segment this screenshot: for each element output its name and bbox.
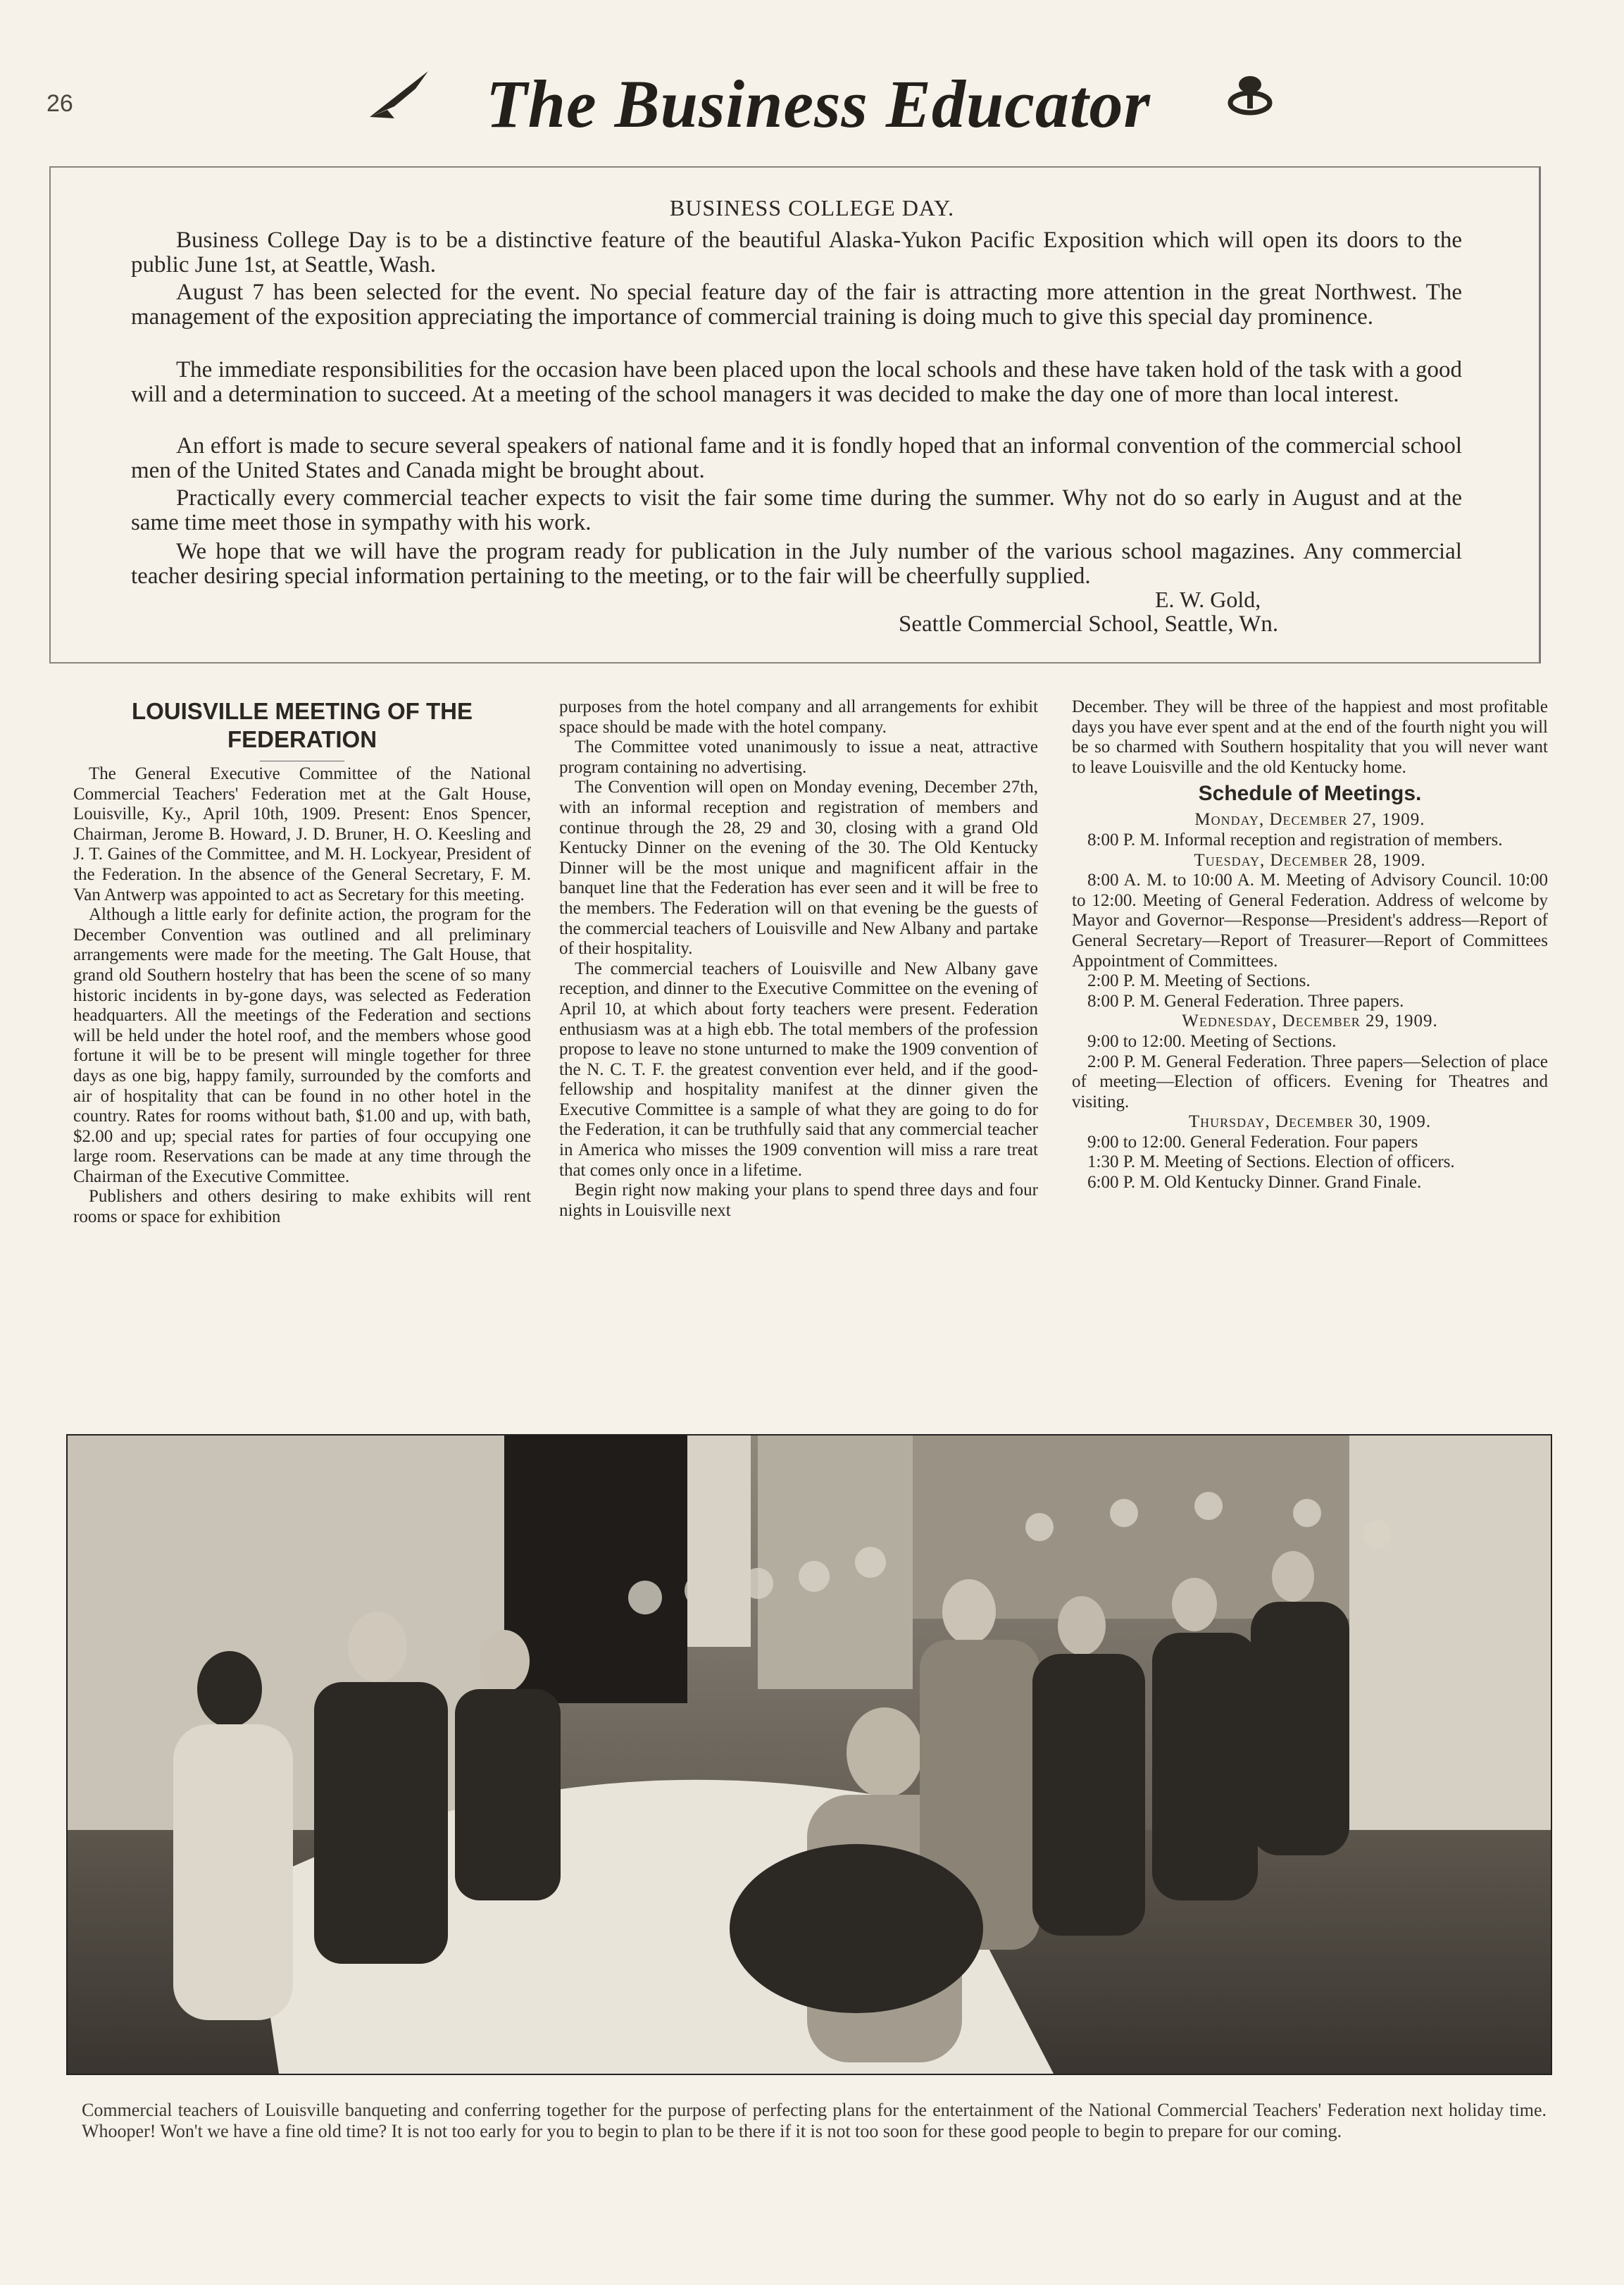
article-paragraph: The Committee voted unanimously to issue a neat, attractive program containing no advertising. <box>559 737 1038 777</box>
schedule-entry: 1:30 P. M. Meeting of Sections. Election of officers. <box>1087 1152 1455 1172</box>
box-paragraph: An effort is made to secure several speakers of national fame and it is fondly hoped that an informal convention of the commercial school men of the United States and Canada might be brought about. <box>131 433 1462 483</box>
schedule-entry: 8:00 P. M. General Federation. Three papers. <box>1087 991 1404 1011</box>
article-paragraph: The commercial teachers of Louisville and New Albany gave reception, and dinner to the Executive Committee on the evening of April 10, at which about forty teachers were present. Federation enthusiasm was at a high ebb. The total members of the profession propose to leave no stone unturned to make the 1909 convention of the N. C. T. F. the greatest convention ever held, and if the good-fellowship and hospitality manifest at the dinner given the Executive Committee is a sample of what they are going to do for the Federation, it can be truthfully said that any commercial teacher in America who misses the 1909 convention will miss a rare treat that comes only once in a lifetime. <box>559 959 1038 1180</box>
box-title: BUSINESS COLLEGE DAY. <box>669 195 955 220</box>
quill-icon <box>366 68 430 123</box>
article-paragraph: December. They will be three of the happiest and most profitable days you have ever spent and at the end of the fourth night you will be so charmed with Southern hospitality that you will never want to leave Louisville and the old Kentucky home. <box>1072 697 1548 777</box>
article-paragraph: purposes from the hotel company and all arrangements for exhibit space should be made with the hotel company. <box>559 697 1038 737</box>
box-paragraph: We hope that we will have the program ready for publication in the July number of the various school magazines. Any commercial teacher desiring special information pertaining to the meeting, or to the fair will be cheerfully supplied. <box>131 539 1462 589</box>
banquet-photo <box>66 1434 1552 2075</box>
schedule-entry: 2:00 P. M. General Federation. Three papers—Selection of place of meeting—Election of officers. Evening for Theatres and visiting. <box>1072 1052 1548 1112</box>
article-column-2 <box>559 697 1038 1221</box>
article-column-1 <box>73 697 531 1228</box>
signature-name: E. W. Gold, <box>1155 587 1261 612</box>
schedule-day: Monday, December 27, 1909. <box>1194 810 1425 830</box>
article-paragraph: The Convention will open on Monday evening, December 27th, with an informal reception and registration of members and continue through the 28, 29 and 30, closing with a grand Old Kentucky Dinner on the evening of the 30. The Old Kentucky Dinner will be the most unique and magnificent affair in the banquet line that the Federation has ever seen and it will be free to the members. The Federation will on that evening be the guests of the commercial teachers of Louisville and New Albany and partake of their hospitality. <box>559 778 1038 959</box>
article-paragraph: The General Executive Committee of the National Commercial Teachers' Federation met at the Galt House, Louisville, Ky., April 10th, 1909. Present: Enos Spencer, Chairman, Jerome B. Howard, J. D. Bruner, H. O. Keesling and J. T. Gaines of the Committee, and M. H. Lockyear, President of the Federation. In the absence of the General Secretary, F. M. Van Antwerp was appointed to act as Secretary for this meeting. <box>73 764 531 904</box>
masthead-title: The Business Educator <box>486 66 1151 142</box>
schedule-entry: 6:00 P. M. Old Kentucky Dinner. Grand Finale. <box>1087 1173 1422 1193</box>
photo-caption: Commercial teachers of Louisville banqueting and conferring together for the purpose of perfecting plans for the entertainment of the National Commercial Teachers' Federation next holiday time. Whooper! Won't we have a fine old time? It is not too early for you to begin to plan to be there if it is not too soon for these good people to begin to prepare for our coming. <box>82 2100 1547 2141</box>
schedule-entry: 8:00 P. M. Informal reception and registration of members. <box>1087 830 1503 849</box>
banquet-photo-illustration <box>68 1436 1551 2074</box>
schedule-entry: 9:00 to 12:00. Meeting of Sections. <box>1087 1031 1337 1051</box>
emblem-icon <box>1225 70 1275 118</box>
box-paragraph: The immediate responsibilities for the occasion have been placed upon the local schools and these have taken hold of the task with a good will and a determination to succeed. At a meeting of the school managers it was decided to make the day one of more than local interest. <box>131 357 1462 407</box>
article-paragraph: Begin right now making your plans to spend three days and four nights in Louisville next <box>559 1181 1038 1220</box>
box-paragraph: Practically every commercial teacher expects to visit the fair some time during the summer. Why not do so early in August and at the same time meet those in sympathy with his work. <box>131 485 1462 535</box>
page-number: 26 <box>46 90 73 117</box>
article-paragraph: Although a little early for definite action, the program for the December Convention was outlined and all preliminary arrangements were made for the meeting. The Galt House, that grand old Southern hostelry that has been the scene of so many historic incidents in by-gone days, was selected as Federation headquarters. All the meetings of the Federation and sections will be held under the hotel roof, and the members whose good fortune it will be to be present will mingle together for three days as one big, happy family, surrounded by the comforts and air of hospitality that can be found in no other hotel in the country. Rates for rooms without bath, $1.00 and up, with bath, $2.00 and up; special rates for parties of four occupying one large room. Reservations can be made at any time through the Chairman of the Executive Committee. <box>73 905 531 1186</box>
schedule-entry: 8:00 A. M. to 10:00 A. M. Meeting of Advisory Council. 10:00 to 12:00. Meeting of General Federation. Address of welcome by Mayor and Governor—Response—President's address—Report of General Secretary—Report of Treasurer—Report of Committees Appointment of Committees. <box>1072 871 1548 971</box>
schedule-entry: 9:00 to 12:00. General Federation. Four papers <box>1087 1132 1418 1152</box>
schedule-day: Wednesday, December 29, 1909. <box>1182 1011 1438 1031</box>
box-paragraph: August 7 has been selected for the event. No special feature day of the fair is attracting more attention in the great Northwest. The management of the exposition appreciating the importance of commercial training is doing much to give this special day prominence. <box>131 280 1462 330</box>
article-paragraph: Publishers and others desiring to make exhibits will rent rooms or space for exhibition <box>73 1187 531 1227</box>
schedule-day: Thursday, December 30, 1909. <box>1188 1112 1432 1132</box>
box-paragraph: Business College Day is to be a distinctive feature of the beautiful Alaska-Yukon Pacific Exposition which will open its doors to the public June 1st, at Seattle, Wash. <box>131 228 1462 278</box>
schedule-title: Schedule of Meetings. <box>1198 782 1422 806</box>
schedule-day: Tuesday, December 28, 1909. <box>1194 850 1426 870</box>
article-title: LOUISVILLE MEETING OF THE FEDERATION <box>131 698 473 752</box>
signature-school: Seattle Commercial School, Seattle, Wn. <box>899 611 1279 637</box>
article-column-3 <box>1072 697 1548 1193</box>
schedule-entry: 2:00 P. M. Meeting of Sections. <box>1087 971 1311 991</box>
